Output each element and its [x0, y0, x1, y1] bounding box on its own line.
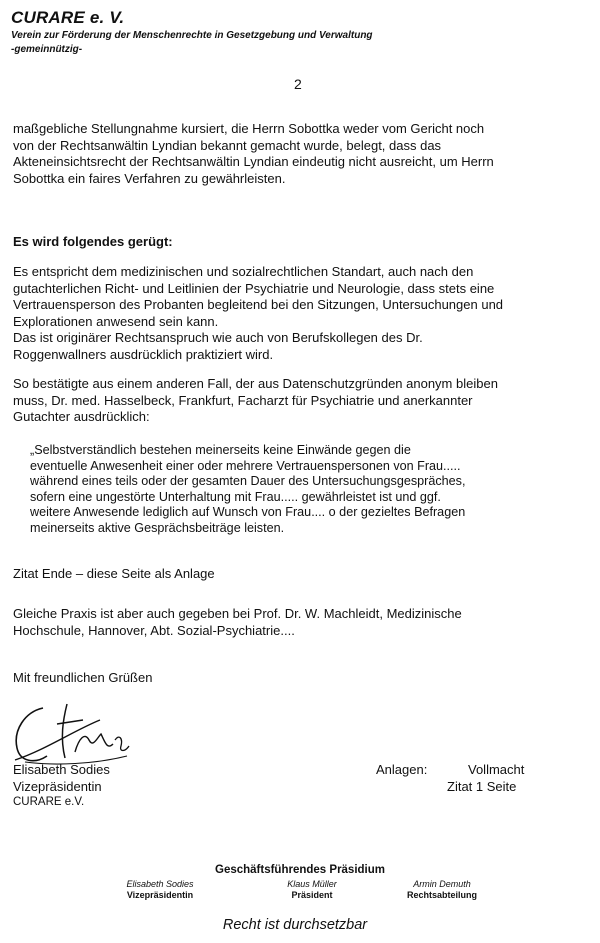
text-line: maßgebliche Stellungnahme kursiert, die Herrn Sobottka weder vom Gericht noch	[13, 121, 485, 136]
text-line: Das ist originärer Rechtsanspruch wie auch von Berufskollegen des Dr.	[13, 330, 423, 345]
quote-end-note: Zitat Ende – diese Seite als Anlage	[13, 566, 215, 581]
quote-line: eventuelle Anwesenheit einer oder mehrere Vertrauenspersonen von Frau.....	[30, 458, 461, 473]
text-line: Roggenwallners ausdrücklich praktiziert wird.	[13, 346, 274, 362]
closing-greeting: Mit freundlichen Grüßen	[13, 670, 153, 685]
text-line: Gleiche Praxis ist aber auch gegeben bei Prof. Dr. W. Machleidt, Medizinische	[13, 606, 462, 621]
text-line: muss, Dr. med. Hasselbeck, Frankfurt, Facharzt für Psychiatrie und anerkannter	[13, 392, 473, 408]
text-line: gutachterlichen Richt- und Leitlinien der Psychiatrie und Neurologie, dass stets eine	[13, 280, 495, 296]
text-line: So bestätigte aus einem anderen Fall, der aus Datenschutzgründen anonym bleiben	[13, 376, 498, 391]
signer-title: Vizepräsidentin	[13, 779, 102, 794]
org-subtitle: Verein zur Förderung der Menschenrechte in Gesetzgebung und Verwaltung	[11, 30, 373, 41]
paragraph-2	[13, 264, 590, 363]
member-role: Vizepräsidentin	[126, 890, 194, 900]
text-line: Es entspricht dem medizinischen und sozialrechtlichen Standart, auch nach den	[13, 264, 474, 279]
quote-line: während eines teils oder der gesamten Dauer des Untersuchungsgespräches,	[30, 474, 466, 488]
paragraph-3	[13, 376, 590, 426]
footer-title: Geschäftsführendes Präsidium	[215, 864, 385, 876]
text-line: Akteneinsichtsrecht der Rechtsanwältin Lyndian eindeutig nicht ausreicht, um Herrn	[13, 154, 494, 169]
attachment-item: Vollmacht	[468, 762, 525, 777]
org-name: CURARE e. V.	[11, 8, 125, 27]
text-line: Hochschule, Hannover, Abt. Sozial-Psychiatrie....	[13, 622, 295, 638]
member-role: Rechtsabteilung	[406, 890, 477, 900]
signer-org: CURARE e.V.	[13, 796, 85, 808]
member-name: Elisabeth Sodies	[126, 879, 194, 889]
attachments-label: Anlagen:	[376, 762, 428, 777]
quote-line: sofern eine ungestörte Unterhaltung mit Frau..... gewährleistet ist und ggf.	[30, 489, 441, 504]
text-line: Sobottka ein faires Verfahren zu gewährleisten.	[13, 170, 286, 186]
complaint-heading: Es wird folgendes gerügt:	[13, 234, 173, 249]
text-line: Explorationen anwesend sein kann.	[13, 313, 219, 329]
member-role: Präsident	[291, 890, 333, 900]
page-number: 2	[294, 76, 302, 92]
paragraph-4	[13, 606, 590, 639]
attachment-item: Zitat 1 Seite	[447, 779, 517, 794]
paragraph-1	[13, 121, 590, 187]
member-name: Armin Demuth	[413, 879, 471, 889]
text-line: von der Rechtsanwältin Lyndian bekannt gemacht wurde, belegt, dass das	[13, 137, 442, 153]
signer-name: Elisabeth Sodies	[13, 762, 110, 777]
org-tag: -gemeinnützig-	[11, 44, 83, 55]
footer-member	[362, 879, 522, 901]
quote-block	[30, 443, 578, 536]
footer-motto: Recht ist durchsetzbar	[222, 917, 368, 933]
quote-line: meinerseits aktive Gesprächsbeiträge leisten.	[30, 520, 285, 535]
quote-line: „Selbstverständlich bestehen meinerseits keine Einwände gegen die	[30, 443, 411, 457]
quote-line: weitere Anwesende lediglich auf Wunsch von Frau.... o der gezieltes Befragen	[30, 505, 466, 519]
text-line: Vertrauensperson des Probanten begleitend bei den Sitzungen, Untersuchungen und	[13, 297, 504, 312]
text-line: Gutachter ausdrücklich:	[13, 409, 150, 424]
member-name: Klaus Müller	[287, 879, 337, 889]
footer-member	[80, 879, 240, 901]
